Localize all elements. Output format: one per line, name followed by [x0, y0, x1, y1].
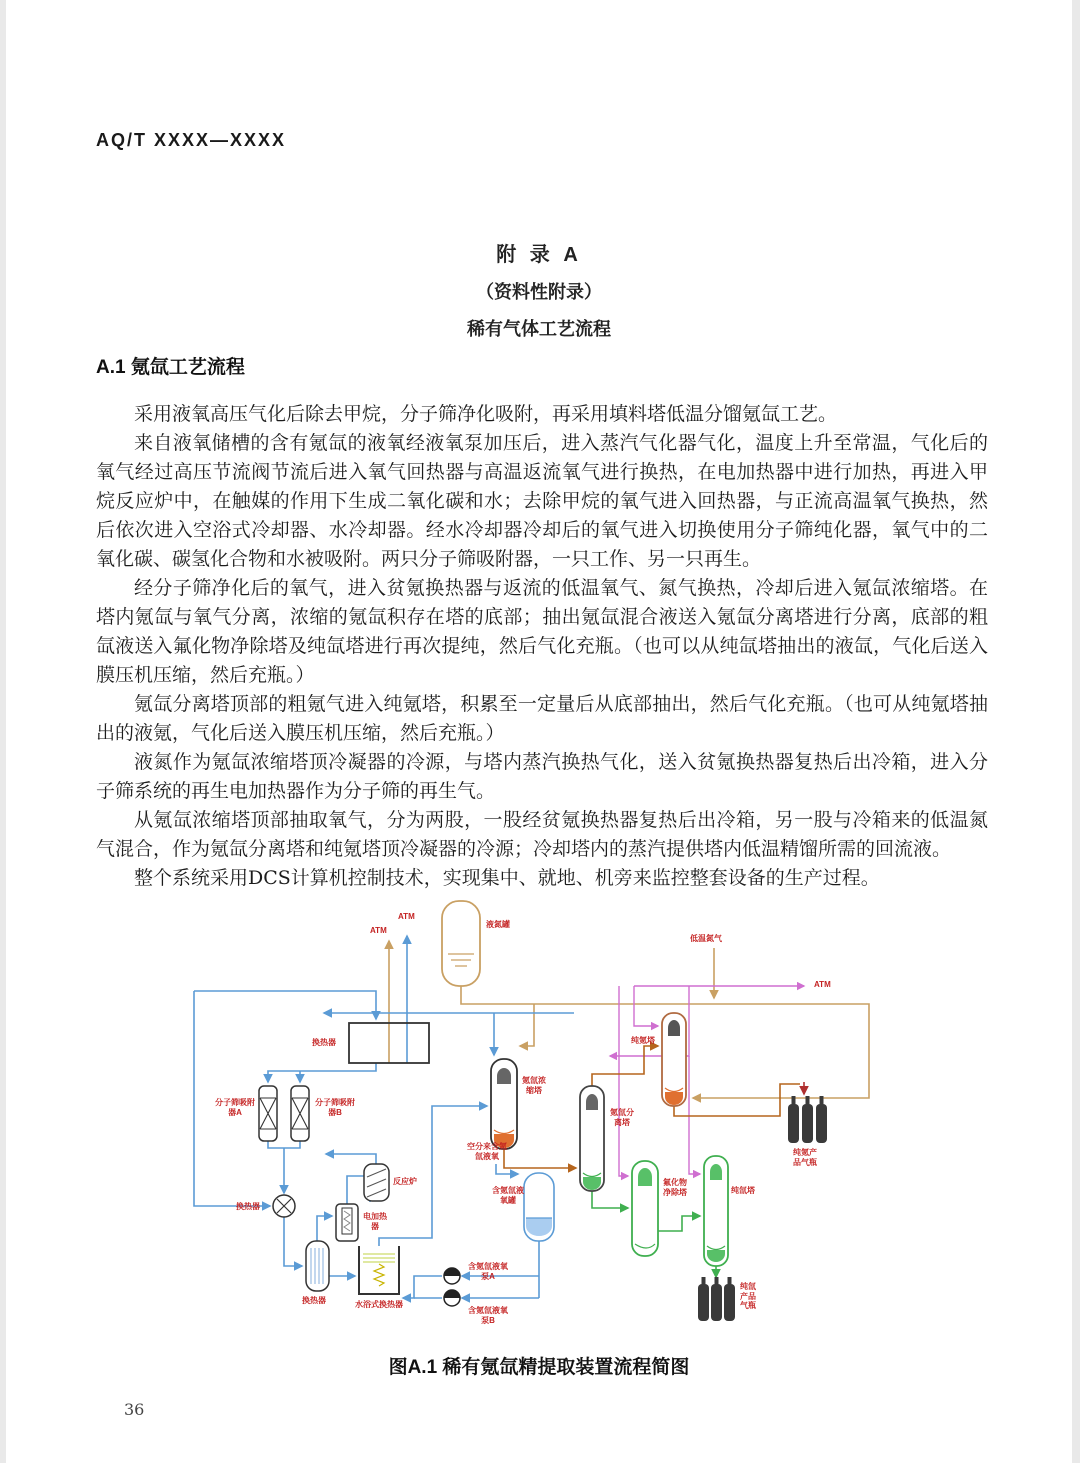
label-atm-oxygen: ATM — [398, 912, 415, 921]
label-xenon-cylinders: 纯氙产品气瓶 — [740, 1282, 756, 1310]
appendix-heading: 附 录 A — [496, 244, 582, 266]
label-electric-heater: 电加热器 — [363, 1212, 387, 1231]
label-krypton-cylinders: 纯氪产品气瓶 — [793, 1148, 817, 1167]
process-flow-svg — [174, 886, 898, 1348]
pure-xenon-tower — [704, 1156, 728, 1266]
appendix-title-block — [6, 238, 1072, 341]
water-bath-heat-exchanger — [359, 1246, 399, 1294]
vent-lines — [610, 986, 804, 1176]
heat-exchanger-circle — [273, 1195, 295, 1217]
section-heading: A.1 氪氙工艺流程 — [96, 357, 245, 378]
krypton-product-cylinders — [788, 1096, 827, 1143]
heat-exchanger-shell — [306, 1241, 329, 1291]
xenon-product-cylinders — [698, 1277, 735, 1321]
fluoride-removal-tower — [632, 1161, 658, 1256]
label-main-heat-exchanger: 换热器 — [312, 1038, 336, 1047]
paragraph: 整个系统采用DCS计算机控制技术，实现集中、就地、机旁来监控整套设备的生产过程。 — [134, 867, 880, 889]
krxe-concentration-tower — [491, 1059, 517, 1149]
reaction-furnace — [364, 1164, 389, 1201]
page-number: 36 — [124, 1400, 145, 1419]
body-text — [96, 400, 988, 893]
label-molecular-sieve-b: 分子筛吸附器B — [315, 1098, 355, 1117]
figure-caption: 图A.1 稀有氪氙精提取装置流程简图 — [388, 1357, 690, 1378]
label-heat-exchanger-2: 换热器 — [236, 1202, 260, 1211]
document-page — [6, 0, 1072, 1463]
paragraph: 液氮作为氪氙浓缩塔顶冷凝器的冷源，与塔内蒸汽换热气化，送入贫氪换热器复热后出冷箱，进入分子筛系统的再生电加热器作为分子筛的再生气。 — [96, 751, 988, 802]
label-cold-nitrogen: 低温氮气 — [690, 934, 722, 943]
appendix-subtitle: （资料性附录） — [476, 282, 602, 302]
label-pure-xenon-tower: 纯氙塔 — [731, 1186, 755, 1195]
electric-heater — [336, 1204, 358, 1241]
label-concentration-tower: 氪氙浓缩塔 — [522, 1076, 546, 1095]
molecular-sieve-adsorber-b — [291, 1086, 309, 1141]
paragraph: 氪氙分离塔顶部的粗氪气进入纯氪塔，积累至一定量后从底部抽出，然后气化充瓶。（也可从纯氪塔抽出的液氪，气化后送入膜压机压缩，然后充瓶。） — [96, 693, 988, 744]
molecular-sieve-adsorber-a — [259, 1086, 277, 1141]
label-fluoride-tower: 氟化物净除塔 — [663, 1178, 687, 1197]
label-heat-exchanger-3: 换热器 — [302, 1296, 326, 1305]
label-feed-pump-a: 含氪氙液氧泵A — [468, 1262, 508, 1281]
feed-liquid-oxygen-tank — [524, 1173, 554, 1241]
krypton-lines — [504, 1046, 804, 1168]
label-liquid-nitrogen-tank: 液氮罐 — [486, 920, 510, 929]
feed-pump-b — [444, 1290, 460, 1306]
standard-code: AQ/T XXXX—XXXX — [96, 130, 287, 150]
label-atm-vent: ATM — [814, 980, 831, 989]
label-water-bath-exchanger: 水浴式换热器 — [355, 1300, 403, 1309]
label-separation-tower: 氪氙分离塔 — [610, 1108, 634, 1127]
paragraph: 从氪氙浓缩塔顶部抽取氧气，分为两股，一股经贫氪换热器复热后出冷箱，另一股与冷箱来的低温氮气混合，作为氪氙分离塔和纯氪塔顶冷凝器的冷源；冷却塔内的蒸汽提供塔内低温精馏所需的回流液。 — [96, 809, 988, 860]
label-feed-stream: 空分来含氪氙液氧 — [467, 1142, 507, 1161]
label-feed-pump-b: 含氪氙液氧泵B — [468, 1306, 508, 1325]
feed-pump-a — [444, 1268, 460, 1284]
label-atm-nitrogen: ATM — [370, 926, 387, 935]
label-pure-krypton-tower: 纯氪塔 — [631, 1036, 655, 1045]
label-reaction-furnace: 反应炉 — [393, 1177, 417, 1186]
paragraph: 来自液氧储槽的含有氪氙的液氧经液氧泵加压后，进入蒸汽气化器气化，温度上升至常温，气化后的氧气经过高压节流阀节流后进入氧气回热器与高温返流氧气进行换热，在电加热器中进行加热，再进入甲烷反应炉中，在触媒的作用下生成二氧化碳和水；去除甲烷的氧气进入回热器，与正流高温氧气换热，然后依次进入空浴式冷却器、水冷却器。经水冷却器冷却后的氧气进入切换使用分子筛纯化器，氧气中的二氧化碳、碳氢化合物和水被吸附。两只分子筛吸附器，一只工作、另一只再生。 — [96, 432, 988, 570]
paragraph: 采用液氧高压气化后除去甲烷，分子筛净化吸附，再采用填料塔低温分馏氪氙工艺。 — [134, 403, 838, 425]
label-molecular-sieve-a: 分子筛吸附器A — [215, 1098, 255, 1117]
appendix-topic: 稀有气体工艺流程 — [467, 319, 611, 339]
krxe-separation-tower — [580, 1086, 604, 1191]
pure-krypton-tower — [662, 1013, 686, 1106]
liquid-nitrogen-tank — [442, 901, 480, 986]
label-feed-tank: 含氪氙液氧罐 — [492, 1186, 524, 1205]
process-flow-diagram — [174, 886, 898, 1348]
paragraph: 经分子筛净化后的氧气，进入贫氪换热器与返流的低温氧气、氮气换热，冷却后进入氪氙浓缩塔。在塔内氪氙与氧气分离，浓缩的氪氙积存在塔的底部；抽出氪氙混合液送入氪氙分离塔进行分离，底部的粗氙液送入氟化物净除塔及纯氙塔进行再次提纯，然后气化充瓶。（也可以从纯氙塔抽出的液氙，气化后送入膜压机压缩，然后充瓶。） — [96, 577, 988, 686]
